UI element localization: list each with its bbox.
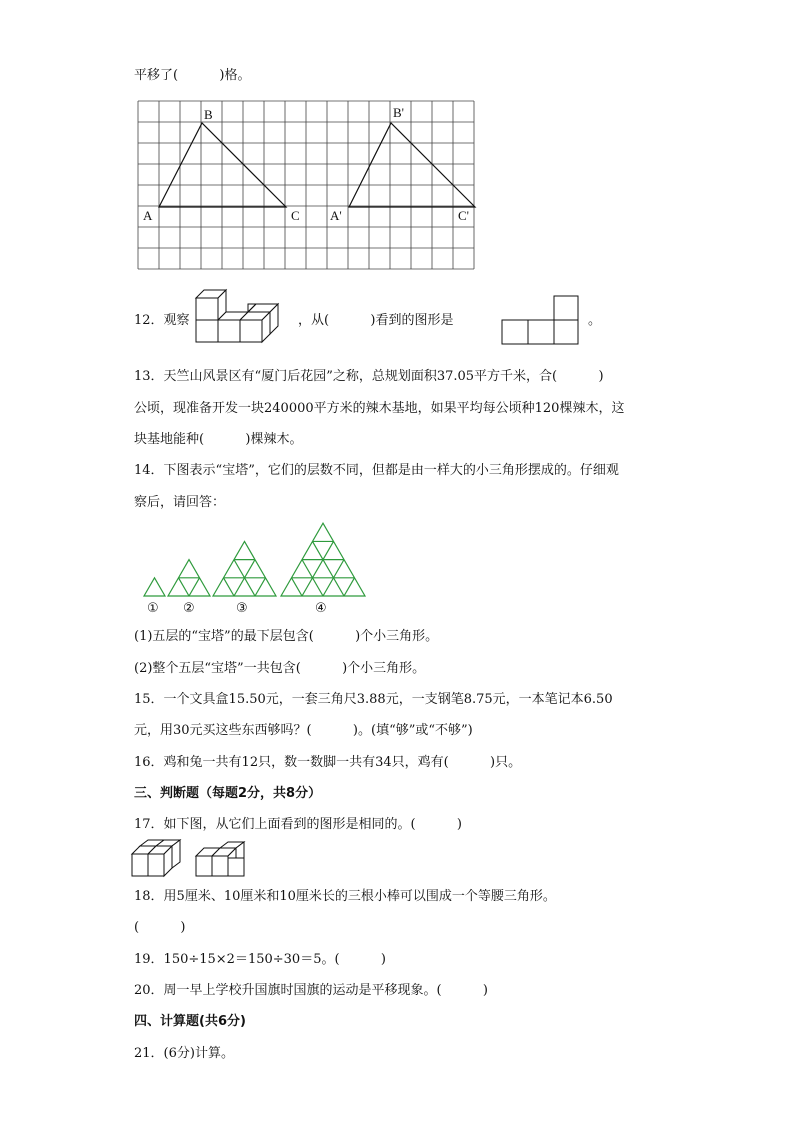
- triangle-abc: [159, 123, 286, 207]
- q13-line1: 13．天竺山风景区有“厦门后花园”之称，总规划面积37.05平方千米，合( ): [134, 369, 604, 384]
- q15-line1: 15．一个文具盒15.50元，一套三角尺3.88元，一支钢笔8.75元，一本笔记本6.50: [134, 692, 613, 707]
- q12-view-shape: [500, 294, 580, 346]
- q15-line2: 元，用30元买这些东西够吗？( )。(填“够”或“不够”): [134, 723, 473, 738]
- pagoda-label-2: ②: [183, 601, 195, 616]
- q16-text: 16．鸡和兔一共有12只，数一数脚一共有34只，鸡有( )只。: [134, 755, 522, 770]
- pagoda-line: [292, 578, 303, 596]
- q17-cube-figures: [130, 840, 270, 880]
- q12-middle: ，从( )看到的图形是: [298, 313, 454, 328]
- label-a: A: [143, 208, 153, 223]
- q14-line1: 14．下图表示“宝塔”，它们的层数不同，但都是由一样大的小三角形摆成的。仔细观: [134, 463, 619, 478]
- q14-sub1: (1)五层的“宝塔”的最下层包含( )个小三角形。: [134, 629, 439, 644]
- label-a-prime: A': [330, 208, 342, 223]
- pagoda-label-1: ①: [147, 601, 159, 616]
- q12-cube-solid: [192, 288, 292, 348]
- q14-line2: 察后，请回答：: [134, 495, 226, 510]
- label-b: B: [204, 107, 213, 122]
- triangle-abc-translated: [349, 123, 475, 207]
- pagoda-label-3: ③: [236, 601, 248, 616]
- q18-line1: 18．用5厘米、10厘米和10厘米长的三根小棒可以围成一个等腰三角形。: [134, 889, 556, 904]
- pagoda-line: [344, 578, 355, 596]
- pagoda-line: [255, 578, 266, 596]
- q12-prefix: 12．观察: [134, 313, 190, 328]
- section-3-title: 三、判断题（每题2分，共8分）: [134, 786, 322, 801]
- q17-text: 17．如下图，从它们上面看到的图形是相同的。( ): [134, 817, 463, 832]
- pagoda-1: [144, 578, 165, 596]
- q12-suffix: 。: [588, 313, 602, 328]
- pagoda-label-4: ④: [315, 601, 327, 616]
- label-c-prime: C': [458, 208, 470, 223]
- q14-sub2: (2)整个五层“宝塔”一共包含( )个小三角形。: [134, 661, 426, 676]
- pagoda-3: [213, 541, 276, 596]
- pagoda-figure: [0, 520, 794, 620]
- pagoda-line: [224, 578, 235, 596]
- q20-text: 20．周一早上学校升国旗时国旗的运动是平移现象。( ): [134, 983, 489, 998]
- section-4-title: 四、计算题(共6分): [134, 1014, 246, 1029]
- pagoda-line: [189, 578, 200, 596]
- pagoda-line: [179, 578, 190, 596]
- label-b-prime: B': [393, 105, 405, 120]
- q13-line3: 块基地能种( )棵辣木。: [134, 432, 303, 447]
- q21-text: 21．(6分)计算。: [134, 1046, 234, 1061]
- label-c: C: [291, 208, 300, 223]
- q11-text: 平移了( )格。: [134, 68, 251, 83]
- q19-text: 19．150÷15×2＝150÷30＝5。( ): [134, 952, 386, 967]
- grid: [138, 101, 474, 269]
- q18-line2: ( ): [134, 920, 186, 935]
- q13-line2: 公顷，现准备开发一块240000平方米的辣木基地，如果平均每公顷种120棵辣木，这: [134, 401, 625, 416]
